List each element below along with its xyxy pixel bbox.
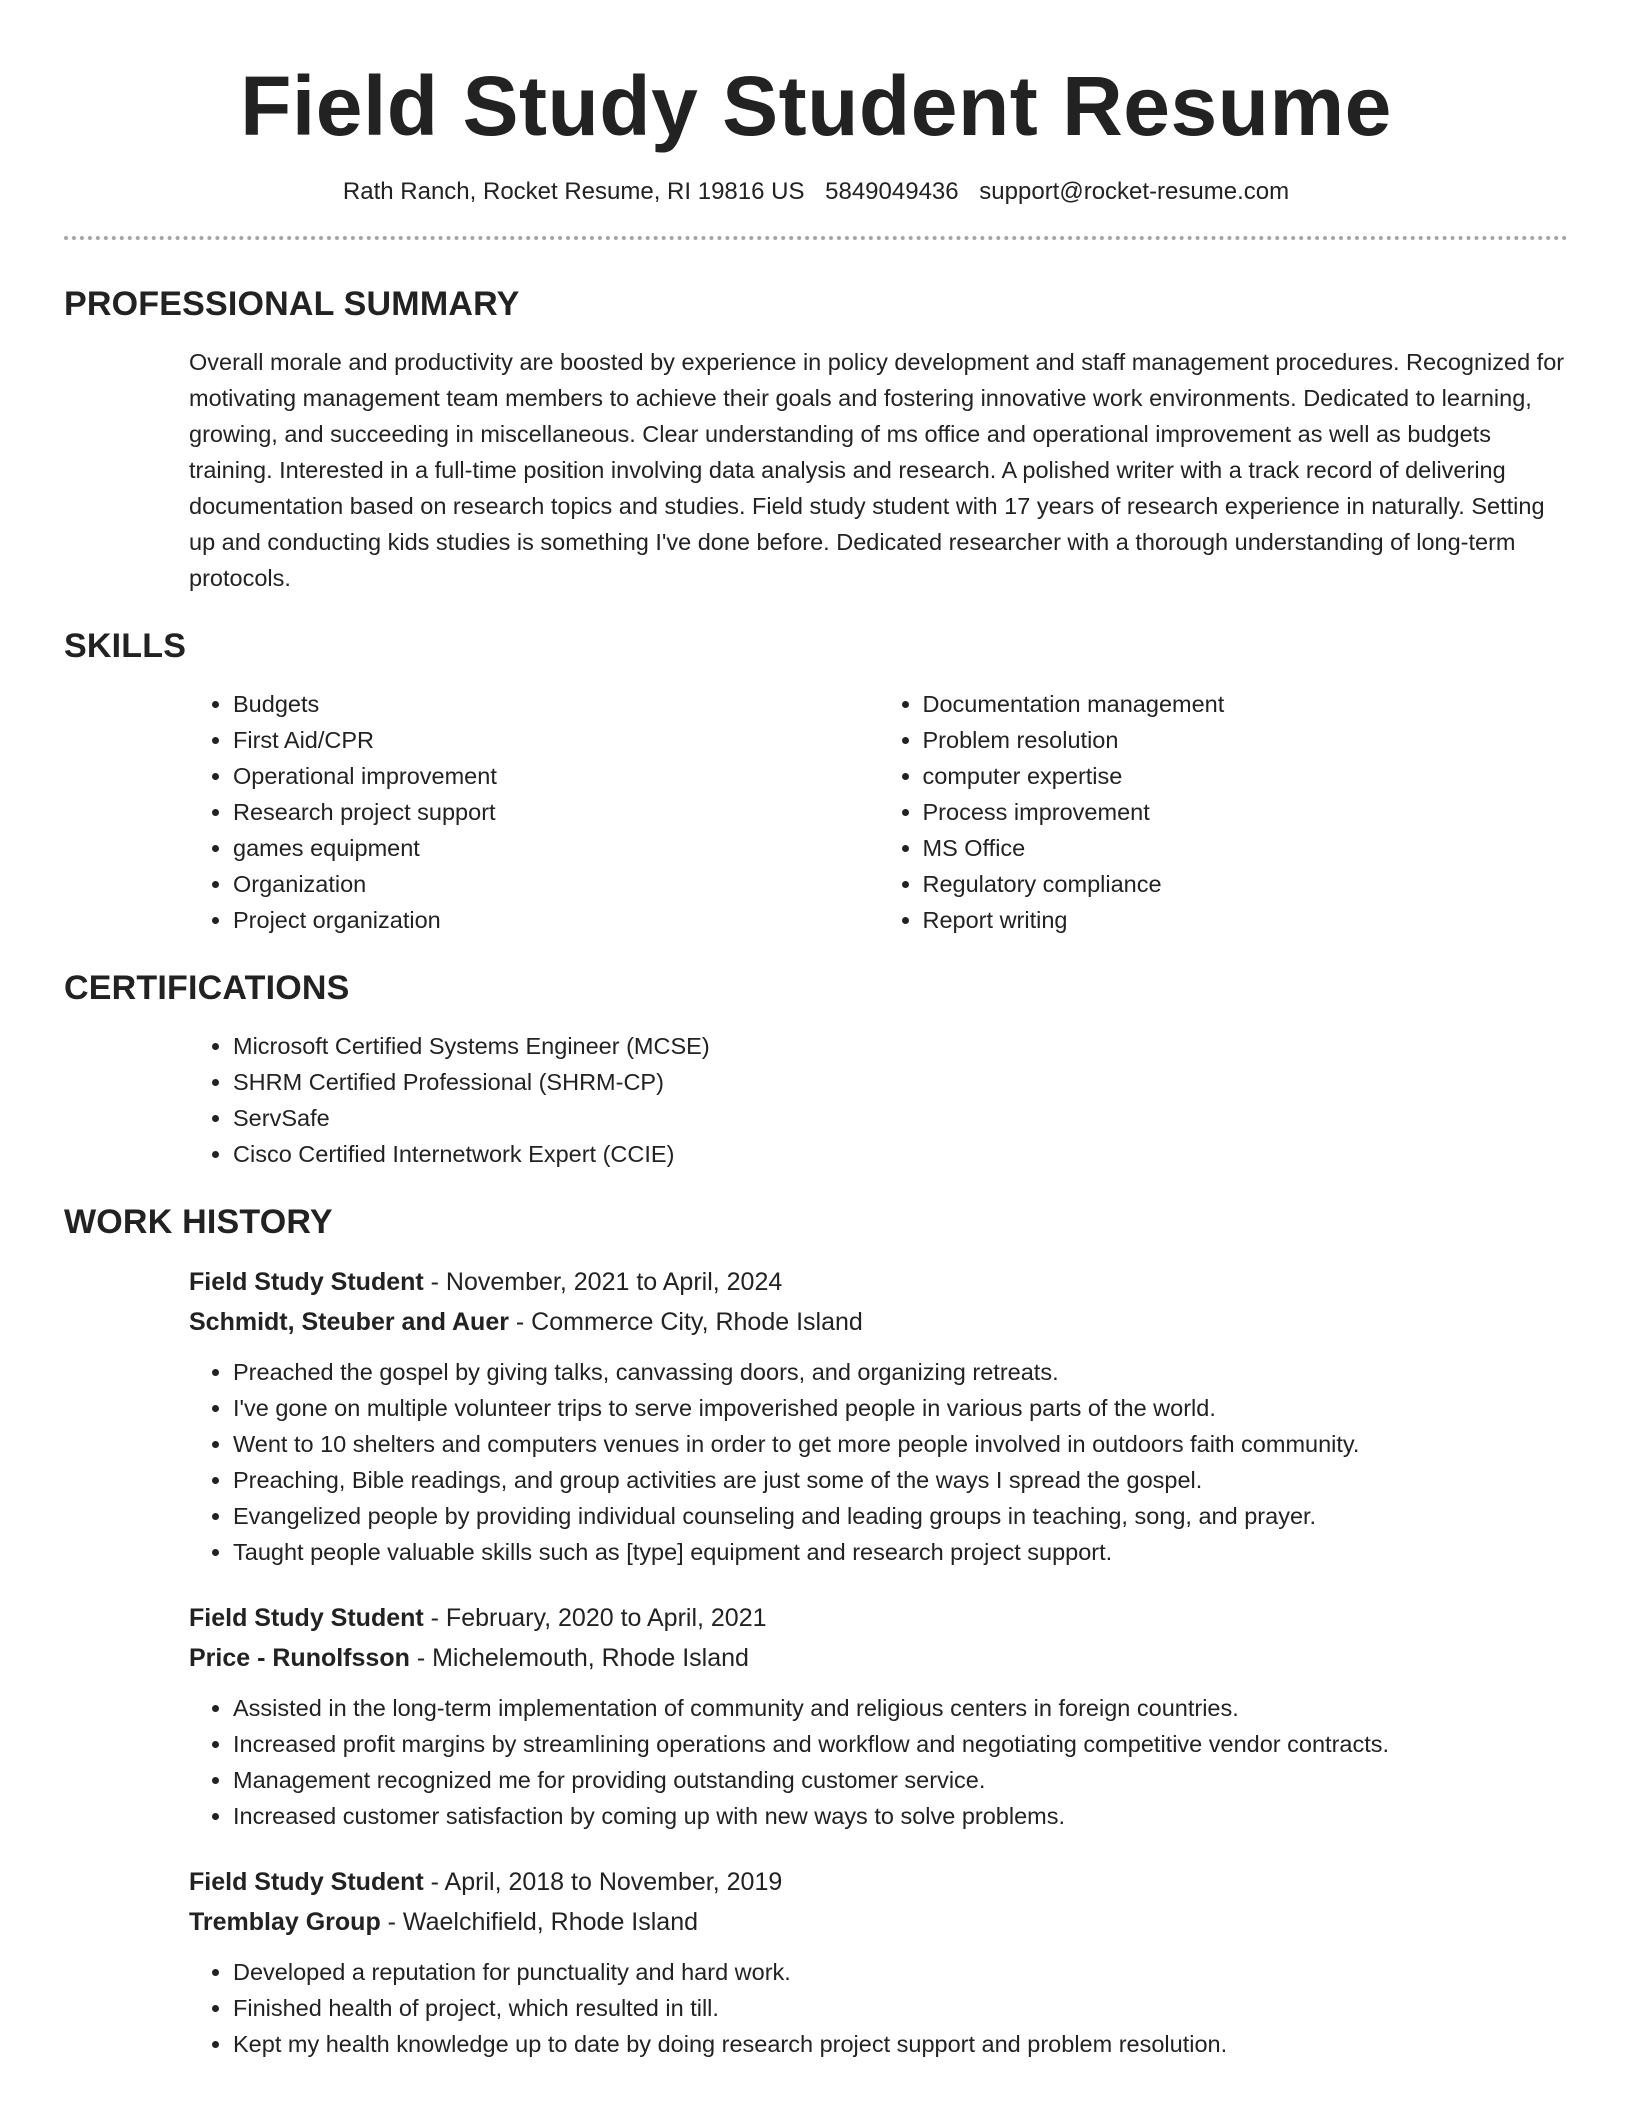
skills-heading: SKILLS <box>64 627 187 665</box>
job-bullet: • Preached the gospel by giving talks, canvassing doors, and organizing retreats. <box>233 1354 1568 1390</box>
skill-item: • Organization <box>233 866 879 902</box>
summary-heading: PROFESSIONAL SUMMARY <box>64 285 520 323</box>
skill-item: • games equipment <box>233 830 879 866</box>
job-company-line <box>189 1302 1568 1342</box>
job-dates: - November, 2021 to April, 2024 <box>423 1268 783 1296</box>
job-bullets <box>189 1954 1568 2062</box>
skill-item: • Regulatory compliance <box>923 866 1569 902</box>
job-bullet: • Finished health of project, which resulted in till. <box>233 1990 1568 2026</box>
skill-item: • Report writing <box>923 902 1569 938</box>
skill-item: • First Aid/CPR <box>233 722 879 758</box>
skill-item: • Budgets <box>233 686 879 722</box>
resume-page <box>64 0 1568 2062</box>
job-company: Tremblay Group <box>189 1908 381 1936</box>
contact-line <box>64 176 1568 208</box>
skill-item: • computer expertise <box>923 758 1569 794</box>
job-title: Field Study Student <box>189 1868 424 1896</box>
job-bullet: • Increased customer satisfaction by coming up with new ways to solve problems. <box>233 1798 1568 1834</box>
job-bullet: • Preaching, Bible readings, and group activities are just some of the ways I spread the gospel. <box>233 1462 1568 1498</box>
job-bullet: • Went to 10 shelters and computers venues in order to get more people involved in outdoors faith community. <box>233 1426 1568 1462</box>
job-bullet: • Kept my health knowledge up to date by doing research project support and problem resolution. <box>233 2026 1568 2062</box>
job-entry <box>189 1262 1568 1570</box>
skill-item: • Process improvement <box>923 794 1569 830</box>
contact-address: Rath Ranch, Rocket Resume, RI 19816 US <box>342 178 805 205</box>
certifications-heading: CERTIFICATIONS <box>64 969 350 1007</box>
job-bullet: • I've gone on multiple volunteer trips to serve impoverished people in various parts of the world. <box>233 1390 1568 1426</box>
job-location: - Waelchifield, Rhode Island <box>380 1908 699 1936</box>
skill-item: • Project organization <box>233 902 879 938</box>
job-location: - Commerce City, Rhode Island <box>508 1308 863 1336</box>
job-company: Price - Runolfsson <box>189 1644 410 1672</box>
skill-item: • Documentation management <box>923 686 1569 722</box>
job-bullet: • Taught people valuable skills such as [type] equipment and research project support. <box>233 1534 1568 1570</box>
job-bullet: • Assisted in the long-term implementation of community and religious centers in foreign countries. <box>233 1690 1568 1726</box>
job-dates: - April, 2018 to November, 2019 <box>423 1868 783 1896</box>
job-entry <box>189 1598 1568 1834</box>
job-company: Schmidt, Steuber and Auer <box>189 1308 509 1336</box>
skill-item: • MS Office <box>923 830 1569 866</box>
header-divider <box>64 236 1568 240</box>
certification-item: • Microsoft Certified Systems Engineer (MCSE) <box>233 1028 1568 1064</box>
job-title: Field Study Student <box>189 1604 424 1632</box>
skill-item: • Research project support <box>233 794 879 830</box>
summary-text: Overall morale and productivity are boosted by experience in policy development and staff management procedures. Recognized for motivating management team members to achieve their goals and fostering innovative work environments. Dedicated to learning, growing, and succeeding in miscellaneous. Clear understanding of ms office and operational improvement as well as budgets training. Interested in a full-time position involving data analysis and research. A polished writer with a track record of delivering documentation based on research topics and studies. Field study student with 17 years of research experience in naturally. Setting up and conducting kids studies is something I've done before. Dedicated researcher with a thorough understanding of long-term protocols. <box>189 349 1565 591</box>
job-bullets <box>189 1354 1568 1570</box>
job-title-line <box>189 1262 1568 1302</box>
summary-block <box>189 344 1568 596</box>
skills-list-left <box>189 686 879 938</box>
job-title-line <box>189 1862 1568 1902</box>
job-bullets <box>189 1690 1568 1834</box>
job-company-line <box>189 1638 1568 1678</box>
job-company-line <box>189 1902 1568 1942</box>
skill-item: • Operational improvement <box>233 758 879 794</box>
job-title: Field Study Student <box>189 1268 424 1296</box>
skills-list-right <box>879 686 1569 938</box>
job-bullet: • Management recognized me for providing outstanding customer service. <box>233 1762 1568 1798</box>
job-bullet: • Increased profit margins by streamlining operations and workflow and negotiating competitive vendor contracts. <box>233 1726 1568 1762</box>
certification-item: • Cisco Certified Internetwork Expert (CCIE) <box>233 1136 1568 1172</box>
contact-email: support@rocket-resume.com <box>979 178 1290 205</box>
certifications-list <box>189 1028 1568 1172</box>
job-dates: - February, 2020 to April, 2021 <box>423 1604 767 1632</box>
job-bullet: • Developed a reputation for punctuality and hard work. <box>233 1954 1568 1990</box>
skills-grid <box>189 686 1568 938</box>
certification-item: • ServSafe <box>233 1100 1568 1136</box>
job-location: - Michelemouth, Rhode Island <box>409 1644 749 1672</box>
resume-title: Field Study Student Resume <box>240 59 1392 153</box>
job-title-line <box>189 1598 1568 1638</box>
certification-item: • SHRM Certified Professional (SHRM-CP) <box>233 1064 1568 1100</box>
contact-phone: 5849049436 <box>825 178 959 205</box>
skill-item: • Problem resolution <box>923 722 1569 758</box>
job-entry <box>189 1862 1568 2062</box>
certifications-block <box>189 1028 1568 1172</box>
job-bullet: • Evangelized people by providing individual counseling and leading groups in teaching, song, and prayer. <box>233 1498 1568 1534</box>
work-history-heading: WORK HISTORY <box>64 1203 333 1241</box>
